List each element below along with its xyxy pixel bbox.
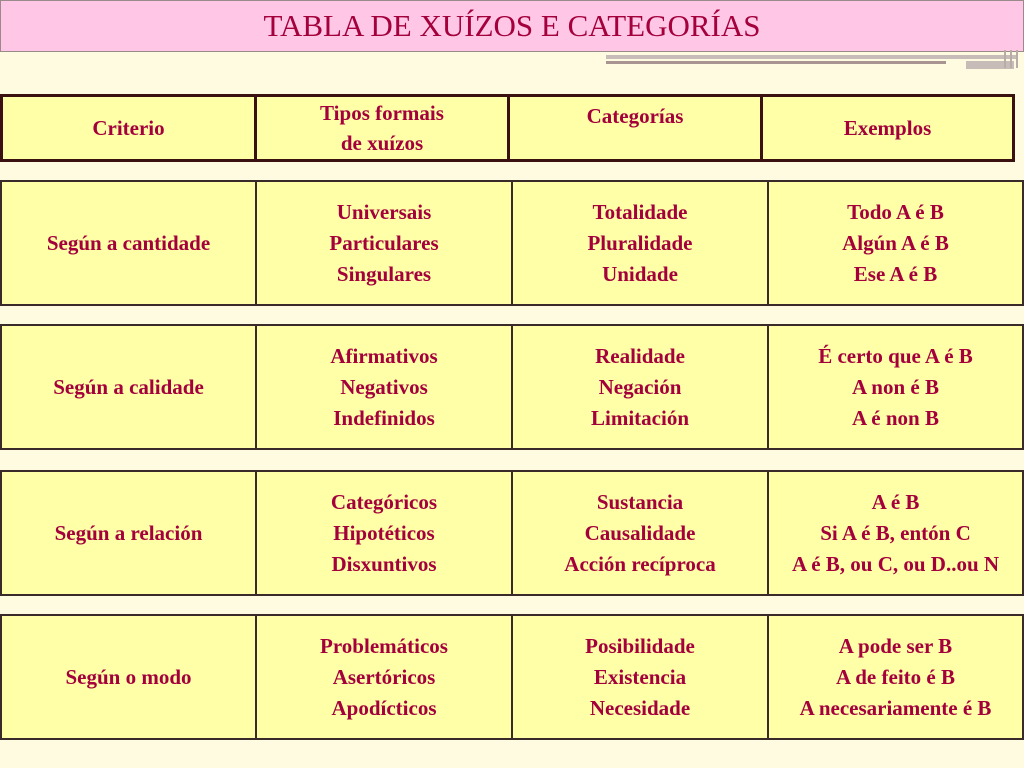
exemplo-item: A é non B: [852, 405, 939, 430]
table-row: [0, 324, 1024, 450]
criterio-cell: Según a cantidade: [0, 180, 257, 306]
tipo-item: Apodícticos: [331, 695, 437, 720]
criterio-cell: Según a calidade: [0, 324, 257, 450]
exemplos-cell: [769, 180, 1024, 306]
tipo-item: Negativos: [340, 374, 428, 399]
tipo-item: Hipotéticos: [333, 520, 435, 545]
categorias-cell: [513, 470, 769, 596]
categoria-item: Causalidade: [584, 520, 696, 545]
tipo-item: Asertóricos: [332, 664, 436, 689]
header-categorias: Categorías: [507, 94, 763, 162]
header-criterio: Criterio: [0, 94, 257, 162]
categoria-item: Totalidade: [592, 199, 688, 224]
tipos-cell: [257, 614, 513, 740]
tipo-item: Categóricos: [330, 489, 438, 514]
categoria-item: Unidade: [602, 261, 678, 286]
exemplo-item: Si A é B, entón C: [820, 520, 971, 545]
header-tipos: [254, 94, 510, 162]
categoria-item: Limitación: [591, 405, 689, 430]
decorative-tick: [1010, 50, 1012, 68]
criterio-cell: Según a relación: [0, 470, 257, 596]
table-header: [0, 94, 1024, 162]
table-row: [0, 614, 1024, 740]
categoria-item: Necesidade: [589, 695, 691, 720]
categoria-item: Pluralidade: [587, 230, 693, 255]
criterio-cell: Según o modo: [0, 614, 257, 740]
header-tipos-line2: de xuízos: [340, 131, 424, 155]
exemplo-item: A é B, ou C, ou D..ou N: [791, 551, 1000, 576]
exemplo-item: A pode ser B: [838, 633, 953, 658]
exemplo-item: Todo A é B: [847, 199, 944, 224]
categorias-cell: [513, 324, 769, 450]
tipo-item: Particulares: [329, 230, 439, 255]
categoria-item: Acción recíproca: [564, 551, 716, 576]
categorias-cell: [513, 614, 769, 740]
page-title: TABLA DE XUÍZOS E CATEGORÍAS: [0, 0, 1024, 52]
tipo-item: Disxuntivos: [331, 551, 437, 576]
tipo-item: Indefinidos: [333, 405, 435, 430]
tipos-cell: [257, 180, 513, 306]
tipo-item: Universais: [336, 199, 432, 224]
exemplo-item: A é B: [871, 489, 920, 514]
categorias-cell: [513, 180, 769, 306]
categoria-item: Existencia: [593, 664, 687, 689]
table-row: [0, 180, 1024, 306]
exemplo-item: A non é B: [852, 374, 939, 399]
exemplo-item: A necesariamente é B: [799, 695, 992, 720]
table-row: [0, 470, 1024, 596]
categoria-item: Sustancia: [596, 489, 684, 514]
exemplo-item: A de feito é B: [836, 664, 955, 689]
tipo-item: Problemáticos: [320, 633, 448, 658]
exemplos-cell: [769, 614, 1024, 740]
exemplo-item: É certo que A é B: [818, 343, 973, 368]
decorative-tick: [1016, 50, 1018, 68]
categoria-item: Negación: [598, 374, 682, 399]
exemplo-item: Algún A é B: [842, 230, 949, 255]
header-exemplos: Exemplos: [760, 94, 1015, 162]
categoria-item: Realidade: [595, 343, 685, 368]
tipo-item: Singulares: [336, 261, 432, 286]
header-tipos-line1: Tipos formais: [320, 101, 444, 125]
tipo-item: Afirmativos: [330, 343, 438, 368]
tipos-cell: [257, 470, 513, 596]
categoria-item: Posibilidade: [585, 633, 695, 658]
tipos-cell: [257, 324, 513, 450]
exemplos-cell: [769, 470, 1024, 596]
exemplos-cell: [769, 324, 1024, 450]
decorative-lines: [606, 55, 1024, 69]
decorative-tick: [1004, 50, 1006, 68]
exemplo-item: Ese A é B: [853, 261, 938, 286]
